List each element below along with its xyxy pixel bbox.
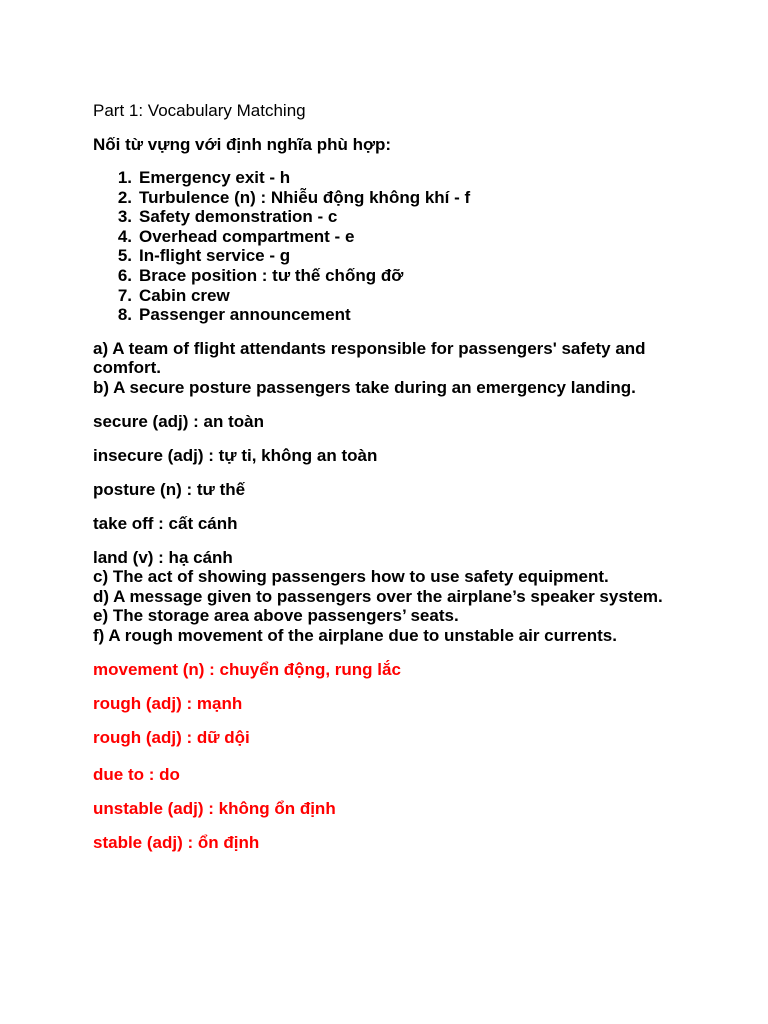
item-number: 5. (117, 246, 132, 266)
list-item (93, 286, 693, 306)
item-number: 8. (117, 305, 132, 325)
item-number: 2. (117, 187, 132, 207)
note-posture: posture (n) : tư thế (93, 479, 246, 499)
definition-b: b) A secure posture passengers take during an emergency landing. (93, 377, 636, 397)
list-item (93, 207, 693, 227)
definition-d: d) A message given to passengers over the airplane’s speaker system. (93, 586, 663, 606)
item-number: 7. (117, 285, 132, 305)
item-number: 3. (117, 207, 132, 227)
list-item (93, 227, 693, 247)
definition-c: c) The act of showing passengers how to use safety equipment. (93, 567, 609, 587)
list-item (93, 168, 693, 188)
definition-f: f) A rough movement of the airplane due to unstable air currents. (93, 625, 617, 645)
section-title: Part 1: Vocabulary Matching (93, 101, 306, 120)
list-item (93, 305, 693, 325)
item-text: Brace position : tư thế chống đỡ (139, 265, 404, 285)
definitions-c-f (93, 548, 693, 646)
note-due-to: due to : do (93, 764, 180, 784)
note-take-off: take off : cất cánh (93, 513, 238, 533)
item-number: 1. (117, 168, 132, 187)
definitions-a-b (93, 339, 693, 398)
note-insecure: insecure (adj) : tự ti, không an toàn (93, 445, 378, 465)
document-page (93, 101, 693, 867)
item-text: Cabin crew (139, 285, 230, 305)
item-number: 6. (117, 265, 132, 285)
item-text: Passenger announcement (139, 305, 351, 325)
note-rough-intense: rough (adj) : dữ dội (93, 727, 250, 747)
item-number: 4. (117, 226, 132, 246)
item-text: Safety demonstration - c (139, 207, 338, 227)
instructions: Nối từ vựng với định nghĩa phù hợp: (93, 135, 392, 154)
item-text: Turbulence (n) : Nhiễu động không khí - f (139, 187, 471, 207)
list-item (93, 246, 693, 266)
definition-a: a) A team of flight attendants responsible for passengers' safety and comfort. (93, 338, 646, 378)
note-movement: movement (n) : chuyển động, rung lắc (93, 659, 401, 679)
item-text: Emergency exit - h (139, 168, 291, 187)
item-text: Overhead compartment - e (139, 226, 355, 246)
note-stable: stable (adj) : ổn định (93, 832, 260, 852)
list-item (93, 266, 693, 286)
definition-e: e) The storage area above passengers’ seats. (93, 606, 459, 626)
vocabulary-list (93, 168, 693, 325)
note-land: land (v) : hạ cánh (93, 547, 233, 567)
note-unstable: unstable (adj) : không ổn định (93, 798, 336, 818)
note-rough-strong: rough (adj) : mạnh (93, 693, 243, 713)
list-item (93, 188, 693, 208)
item-text: In-flight service - g (139, 246, 291, 266)
note-secure: secure (adj) : an toàn (93, 411, 264, 431)
